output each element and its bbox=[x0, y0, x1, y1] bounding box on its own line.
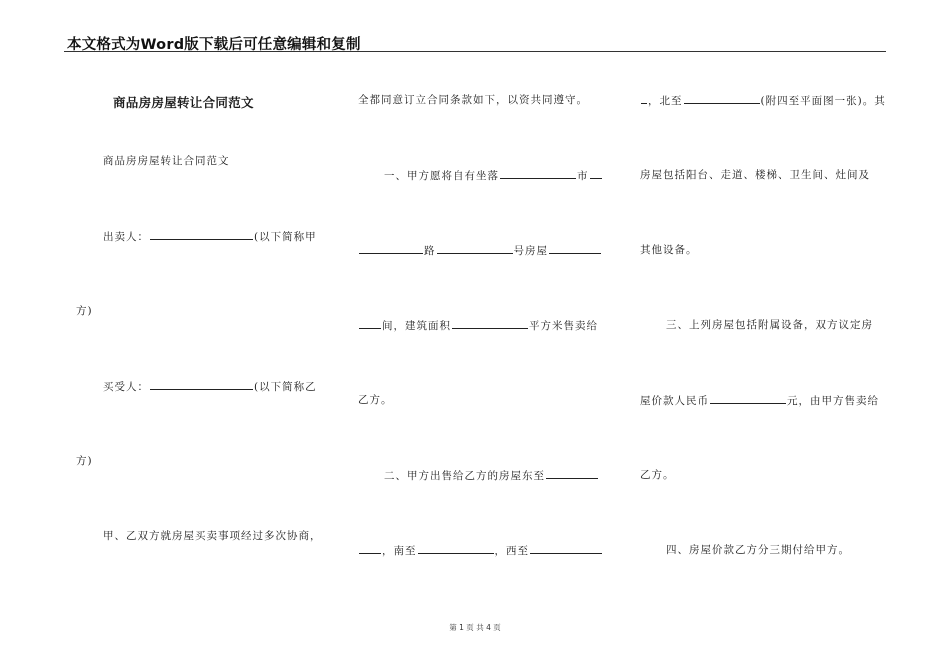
seller-label: 出卖人： bbox=[103, 231, 149, 243]
clause2-line-b bbox=[358, 543, 603, 558]
price-blank bbox=[710, 393, 786, 404]
agree-line: 全都同意订立合同条款如下，以资共同遵守。 bbox=[358, 94, 588, 106]
north-line bbox=[640, 93, 886, 108]
document-title: 商品房房屋转让合同范文 bbox=[113, 95, 254, 110]
buyer-line bbox=[103, 379, 317, 394]
number-blank bbox=[437, 243, 513, 254]
clause3-line-b bbox=[640, 393, 879, 408]
sqm-label: 平方米售卖给 bbox=[529, 320, 598, 332]
seller-cont: 方) bbox=[76, 305, 93, 317]
rooms-blank bbox=[359, 318, 381, 329]
page-footer: 第 1 页 共 4 页 bbox=[449, 623, 501, 632]
clause3-line-a: 三、上列房屋包括附属设备，双方议定房 bbox=[666, 319, 873, 331]
west-label: ，西至 bbox=[494, 545, 529, 557]
area-blank bbox=[452, 318, 528, 329]
buyer-blank bbox=[150, 379, 253, 390]
road-blank bbox=[359, 243, 423, 254]
clause1-text: 一、甲方愿将自有坐落 bbox=[384, 170, 499, 182]
seller-sells-label: 元，由甲方售卖给 bbox=[787, 395, 879, 407]
city-label: 市 bbox=[577, 170, 589, 182]
east-cont-blank bbox=[359, 543, 381, 554]
document-header-banner: 本文格式为Word版下载后可任意编辑和复制 bbox=[67, 37, 361, 53]
location-blank bbox=[500, 168, 576, 179]
clause2-line-a bbox=[384, 468, 599, 483]
clause1-line-b bbox=[358, 243, 602, 258]
seller-suffix: (以下简称甲 bbox=[254, 231, 317, 243]
buyer-suffix: (以下简称乙 bbox=[254, 381, 317, 393]
city-blank bbox=[590, 168, 602, 179]
buyer-cont: 方) bbox=[76, 455, 93, 467]
rooms-label: 间，建筑面积 bbox=[382, 320, 451, 332]
clause3-party-b: 乙方。 bbox=[640, 469, 675, 481]
other-equipment-line: 其他设备。 bbox=[640, 244, 698, 256]
clause1-line-a bbox=[384, 168, 603, 183]
buyer-label: 买受人： bbox=[103, 381, 149, 393]
north-suffix: (附四至平面图一张)。其 bbox=[760, 95, 886, 107]
west-blank bbox=[530, 543, 602, 554]
seller-line bbox=[103, 229, 317, 244]
clause1-party-b: 乙方。 bbox=[358, 394, 393, 406]
north-blank bbox=[684, 93, 760, 104]
price-label: 屋价款人民币 bbox=[640, 395, 709, 407]
south-label: ，南至 bbox=[382, 545, 417, 557]
clause1-line-c bbox=[358, 318, 598, 333]
negotiation-line: 甲、乙双方就房屋买卖事项经过多次协商， bbox=[103, 530, 322, 542]
includes-line: 房屋包括阳台、走道、楼梯、卫生间、灶间及 bbox=[640, 169, 870, 181]
road-label: 路 bbox=[424, 245, 436, 257]
east-blank bbox=[546, 468, 598, 479]
number-label: 号房屋 bbox=[513, 245, 548, 257]
north-label: ，北至 bbox=[648, 95, 683, 107]
clause2-text: 二、甲方出售给乙方的房屋东至 bbox=[384, 470, 545, 482]
subtitle-line: 商品房房屋转让合同范文 bbox=[103, 155, 230, 167]
header-divider bbox=[64, 51, 886, 52]
west-cont-blank bbox=[641, 93, 647, 104]
house-blank bbox=[549, 243, 601, 254]
south-blank bbox=[418, 543, 494, 554]
seller-blank bbox=[150, 229, 253, 240]
clause4-line: 四、房屋价款乙方分三期付给甲方。 bbox=[666, 544, 850, 556]
